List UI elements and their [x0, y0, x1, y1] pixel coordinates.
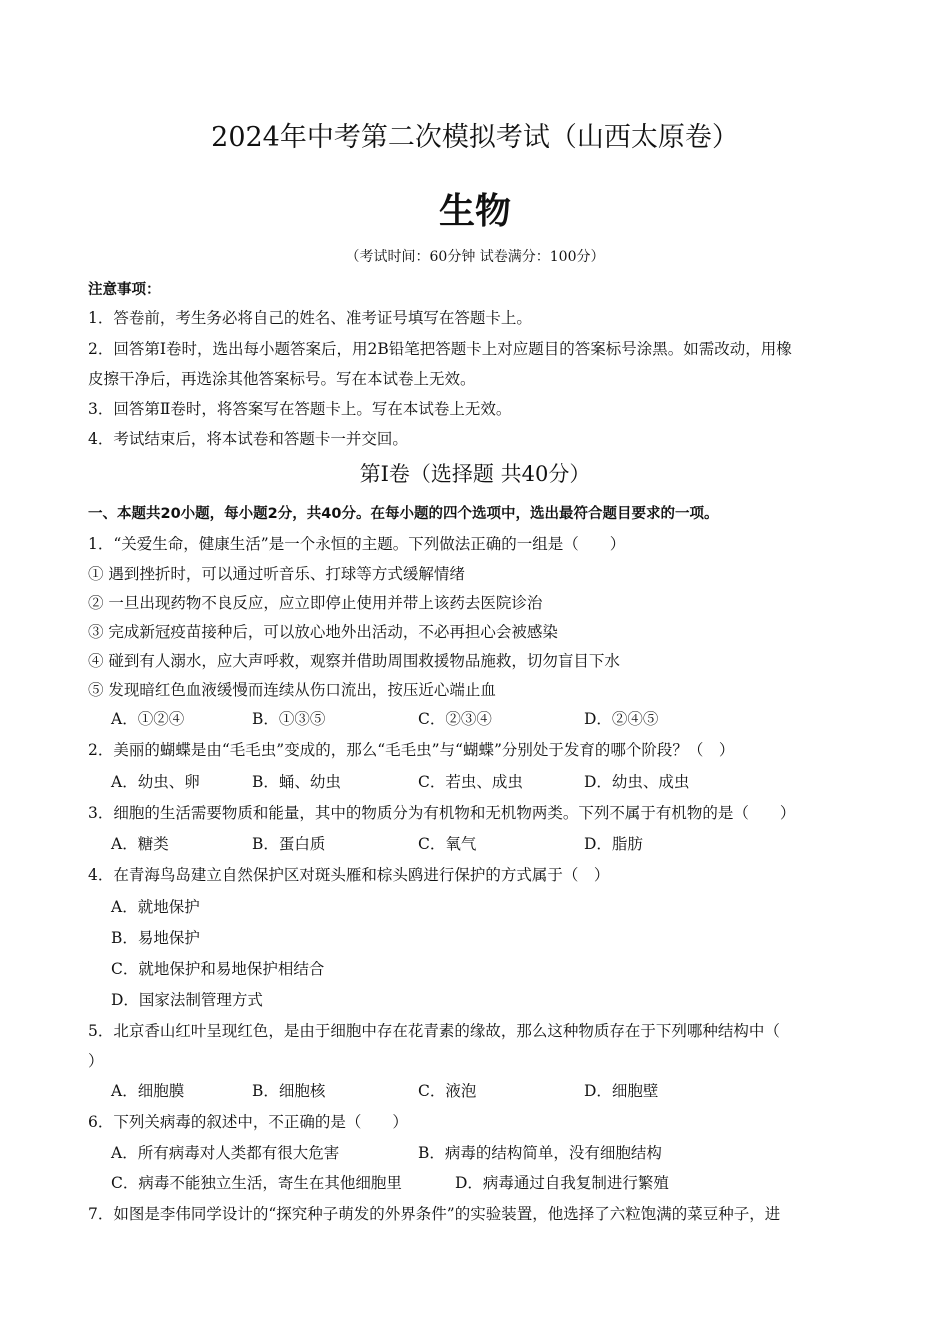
note-item: 1．答卷前，考生务必将自己的姓名、准考证号填写在答题卡上。 [88, 309, 532, 327]
question-4-option-b: B．易地保护 [111, 929, 200, 947]
question-1-option-d: D．②④⑤ [584, 710, 659, 728]
note-item: 皮擦干净后，再选涂其他答案标号。写在本试卷上无效。 [88, 370, 476, 388]
question-3-option-b: B．蛋白质 [252, 835, 326, 853]
question-6-option-c: C．病毒不能独立生活，寄生在其他细胞里 [111, 1174, 402, 1192]
question-6-option-d: D．病毒通过自我复制进行繁殖 [455, 1174, 669, 1192]
question-5-option-d: D．细胞壁 [584, 1082, 659, 1100]
question-1-option-a: A．①②④ [111, 710, 185, 728]
section-instruction: 一、本题共20小题，每小题2分，共40分。在每小题的四个选项中，选出最符合题目要求的一项。 [88, 506, 719, 522]
question-1-option-c: C．②③④ [418, 710, 492, 728]
question-5-stem: 5．北京香山红叶呈现红色，是由于细胞中存在花青素的缘故，那么这种物质存在于下列哪种结构中（ [88, 1022, 780, 1040]
notes-heading: 注意事项： [88, 282, 161, 298]
exam-title: 2024年中考第二次模拟考试（山西太原卷） [211, 122, 739, 153]
question-3-stem: 3．细胞的生活需要物质和能量，其中的物质分为有机物和无机物两类。下列不属于有机物的是（ ） [88, 804, 796, 822]
question-1-item: ② 一旦出现药物不良反应，应立即停止使用并带上该药去医院诊治 [88, 594, 543, 612]
question-4-stem: 4．在青海鸟岛建立自然保护区对斑头雁和棕头鸥进行保护的方式属于（ ） [88, 866, 610, 884]
question-2-option-d: D．幼虫、成虫 [584, 773, 690, 791]
subject-title: 生物 [438, 191, 511, 232]
question-5-stem-continued: ） [88, 1052, 104, 1070]
question-3-option-c: C．氧气 [418, 835, 477, 853]
section-title: 第Ⅰ卷（选择题 共40分） [359, 462, 591, 486]
question-6-stem: 6．下列关病毒的叙述中，不正确的是（ ） [88, 1113, 408, 1131]
question-4-option-d: D．国家法制管理方式 [111, 991, 263, 1009]
question-1-stem: 1．“关爱生命，健康生活”是一个永恒的主题。下列做法正确的一组是（ ） [88, 535, 626, 553]
exam-info: （考试时间：60分钟 试卷满分：100分） [345, 249, 605, 265]
question-2-option-c: C．若虫、成虫 [418, 773, 523, 791]
question-4-option-c: C．就地保护和易地保护相结合 [111, 960, 325, 978]
question-1-item: ④ 碰到有人溺水，应大声呼救，观察并借助周围救援物品施救，切勿盲目下水 [88, 652, 620, 670]
question-2-option-b: B．蛹、幼虫 [252, 773, 341, 791]
question-6-option-a: A．所有病毒对人类都有很大危害 [111, 1144, 340, 1162]
note-item: 4．考试结束后，将本试卷和答题卡一并交回。 [88, 430, 408, 448]
question-1-option-b: B．①③⑤ [252, 710, 326, 728]
question-4-option-a: A．就地保护 [111, 898, 200, 916]
question-2-option-a: A．幼虫、卵 [111, 773, 200, 791]
note-item: 2．回答第Ⅰ卷时，选出每小题答案后，用2B铅笔把答题卡上对应题目的答案标号涂黑。如需改动，用橡 [88, 340, 792, 358]
question-5-option-b: B．细胞核 [252, 1082, 326, 1100]
question-3-option-d: D．脂肪 [584, 835, 643, 853]
question-1-item: ③ 完成新冠疫苗接种后，可以放心地外出活动，不必再担心会被感染 [88, 623, 558, 641]
question-5-option-c: C．液泡 [418, 1082, 477, 1100]
question-3-option-a: A．糖类 [111, 835, 169, 853]
note-item: 3．回答第Ⅱ卷时，将答案写在答题卡上。写在本试卷上无效。 [88, 400, 512, 418]
question-2-stem: 2．美丽的蝴蝶是由“毛毛虫”变成的，那么“毛毛虫”与“蝴蝶”分别处于发育的哪个阶段？（ ） [88, 741, 735, 759]
question-7-stem: 7．如图是李伟同学设计的“探究种子萌发的外界条件”的实验装置，他选择了六粒饱满的菜豆种子，进 [88, 1205, 781, 1223]
question-1-item: ① 遇到挫折时，可以通过听音乐、打球等方式缓解情绪 [88, 565, 465, 583]
question-5-option-a: A．细胞膜 [111, 1082, 185, 1100]
question-1-item: ⑤ 发现暗红色血液缓慢而连续从伤口流出，按压近心端止血 [88, 681, 496, 699]
question-6-option-b: B．病毒的结构简单，没有细胞结构 [418, 1144, 662, 1162]
